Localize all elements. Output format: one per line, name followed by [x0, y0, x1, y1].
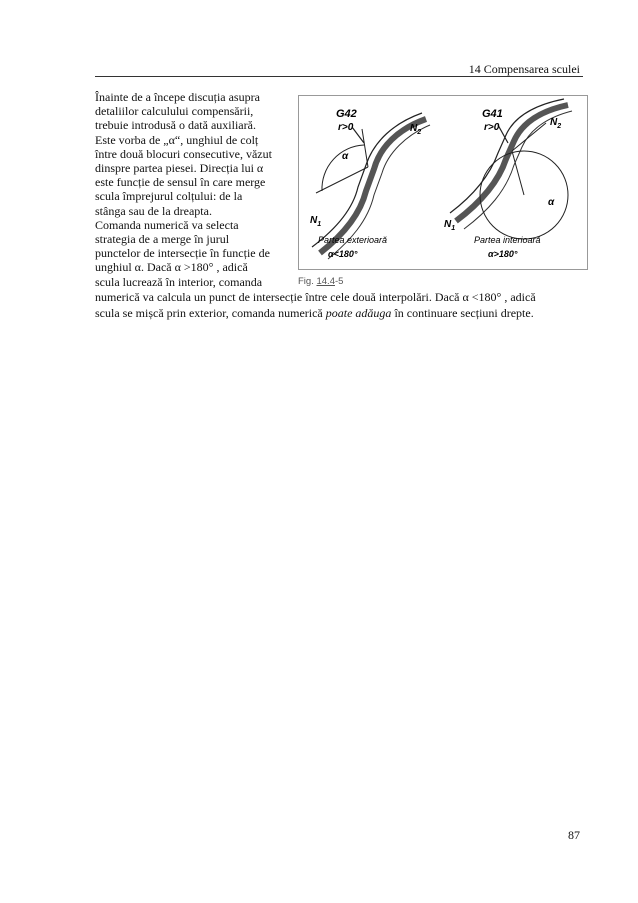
text-line: este funcție de sensul în care merge: [95, 175, 266, 190]
side-label: Partea exterioară: [318, 235, 388, 245]
cond-label: r>0: [338, 122, 354, 133]
header-rule: [95, 76, 583, 77]
side-label: Partea interioară: [474, 235, 541, 245]
cond-label: r>0: [484, 122, 500, 133]
text-line: Comanda numerică va selecta: [95, 217, 239, 232]
n2-label: $N_2$: [550, 117, 562, 130]
page-number: 87: [568, 828, 580, 842]
text-line: detaliilor calculului compensării,: [95, 104, 254, 119]
code-label: G42: [336, 108, 357, 120]
text-line: numerică va calcula un punct de intersecție între cele două interpolări. Dacă α <180° , adică: [95, 290, 536, 304]
text-line: strategia de a merge în jurul: [95, 232, 230, 247]
n1-label: $N_1$: [310, 215, 322, 228]
n2-label: $N_2$: [410, 123, 422, 136]
text-line: scula împrejurul colțului: de la: [95, 189, 243, 204]
text-line: unghiul α. Dacă α >180° , adică: [95, 260, 248, 275]
code-label: G41: [482, 108, 503, 120]
figure-tool-compensation: [298, 95, 588, 270]
text-run: scula se mișcă prin exterior, comanda numerică: [95, 305, 326, 320]
angle-label: α: [342, 151, 349, 162]
continued-paragraph: [95, 290, 585, 321]
text-line: punctelor de intersecție în funcție de: [95, 246, 270, 261]
text-line: scula lucrează în interior, comanda: [95, 274, 263, 289]
text-line: între două blocuri consecutive, văzut: [95, 146, 272, 161]
angle-label: α: [548, 197, 555, 208]
n1-label: $N_1$: [444, 219, 456, 232]
running-header: 14 Compensarea sculei: [468, 62, 580, 76]
text-run: în continuare secțiuni drepte.: [391, 305, 534, 320]
text-line: [95, 306, 585, 322]
text-line: Înainte de a începe discuția asupra: [95, 90, 260, 104]
angle-cond-label: α>180°: [488, 249, 518, 259]
text-line: trebuie introdusă o dată auxiliară.: [95, 118, 256, 133]
angle-cond-label: α<180°: [328, 249, 358, 259]
text-line: stânga sau de la dreapta.: [95, 203, 212, 218]
emphasized-text: poate adăuga: [325, 305, 392, 320]
text-line: Este vorba de „α“, unghiul de colț: [95, 132, 259, 147]
text-line: dinspre partea piesei. Direcția lui α: [95, 161, 264, 176]
caption-prefix: Fig.: [298, 276, 317, 287]
caption-reference: 14.4: [316, 276, 335, 287]
wrapped-paragraph: [95, 90, 291, 289]
caption-suffix: -5: [334, 276, 344, 287]
figure-caption: [298, 276, 343, 287]
